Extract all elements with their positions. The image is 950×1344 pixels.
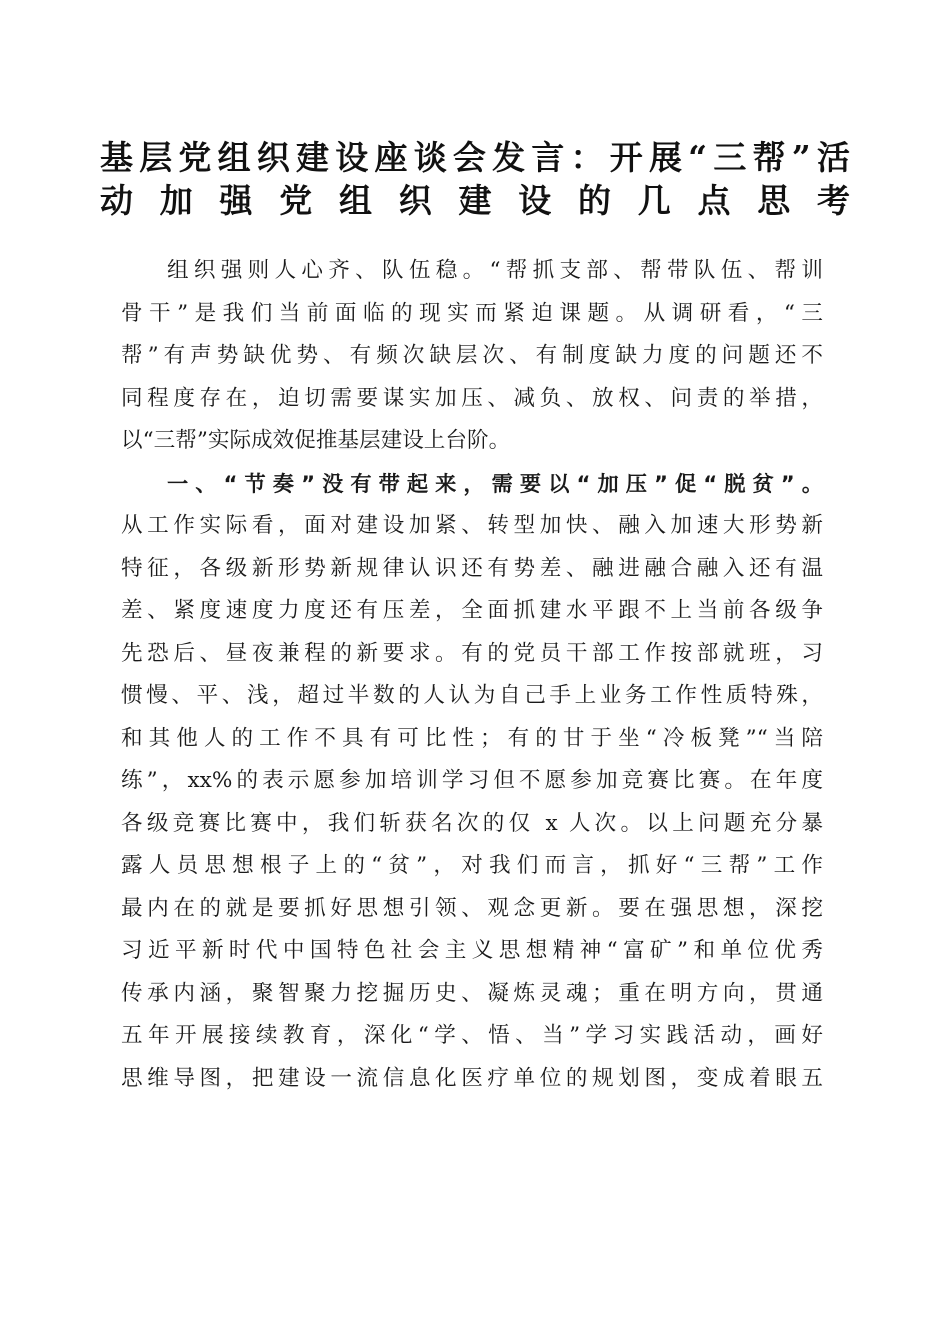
text-line: 帮”有声势缺优势、有频次缺层次、有制度缺力度的问题还不 [121,343,823,368]
text-line: 五年开展接续教育，深化“学、悟、当”学习实践活动，画好 [121,1023,823,1048]
text-line: 和其他人的工作不具有可比性；有的甘于坐“冷板凳”“当陪 [121,725,823,751]
text-line: 露人员思想根子上的“贫”，对我们而言，抓好“三帮”工作 [121,853,823,878]
document-title [100,134,850,219]
text-line: 骨干”是我们当前面临的现实而紧迫课题。从调研看，“三 [121,300,823,326]
text-line: 惯慢、平、浅，超过半数的人认为自己手上业务工作性质特殊， [121,683,823,708]
section-one [121,463,823,1101]
text-line: 习近平新时代中国特色社会主义思想精神“富矿”和单位优秀 [121,938,823,963]
section-heading: 一、“节奏”没有带起来，需要以“加压”促“脱贫”。 [167,470,823,496]
text-line: 传承内涵，聚智聚力挖掘历史、凝炼灵魂；重在明方向，贯通 [121,980,823,1006]
text-line: 练”，xx%的表示愿参加培训学习但不愿参加竞赛比赛。在年度 [121,768,823,793]
title-line: 基层党组织建设座谈会发言：开展“三帮”活 [100,138,850,177]
text-line: 从工作实际看，面对建设加紧、转型加快、融入加速大形势新 [121,513,823,538]
text-line: 思维导图，把建设一流信息化医疗单位的规划图，变成着眼五 [121,1065,823,1091]
text-line: 组织强则人心齐、队伍稳。“帮抓支部、帮带队伍、帮训 [167,258,823,283]
text-line: 最内在的就是要抓好思想引领、观念更新。要在强思想，深挖 [121,895,823,921]
text-line: 先恐后、昼夜兼程的新要求。有的党员干部工作按部就班，习 [121,640,823,666]
text-line: 同程度存在，迫切需要谋实加压、减负、放权、问责的举措， [121,385,823,411]
text-line: 特征，各级新形势新规律认识还有势差、融进融合融入还有温 [121,555,823,581]
text-line: 以“三帮”实际成效促推基层建设上台阶。 [121,428,511,453]
text-line: 差、紧度速度力度还有压差，全面抓建水平跟不上当前各级争 [121,598,823,623]
document-body [121,250,823,1100]
paragraph-intro [121,250,823,463]
text-line: 各级竞赛比赛中，我们斩获名次的仅 x 人次。以上问题充分暴 [121,810,823,836]
title-line: 动加强党组织建设的几点思考 [100,180,850,220]
